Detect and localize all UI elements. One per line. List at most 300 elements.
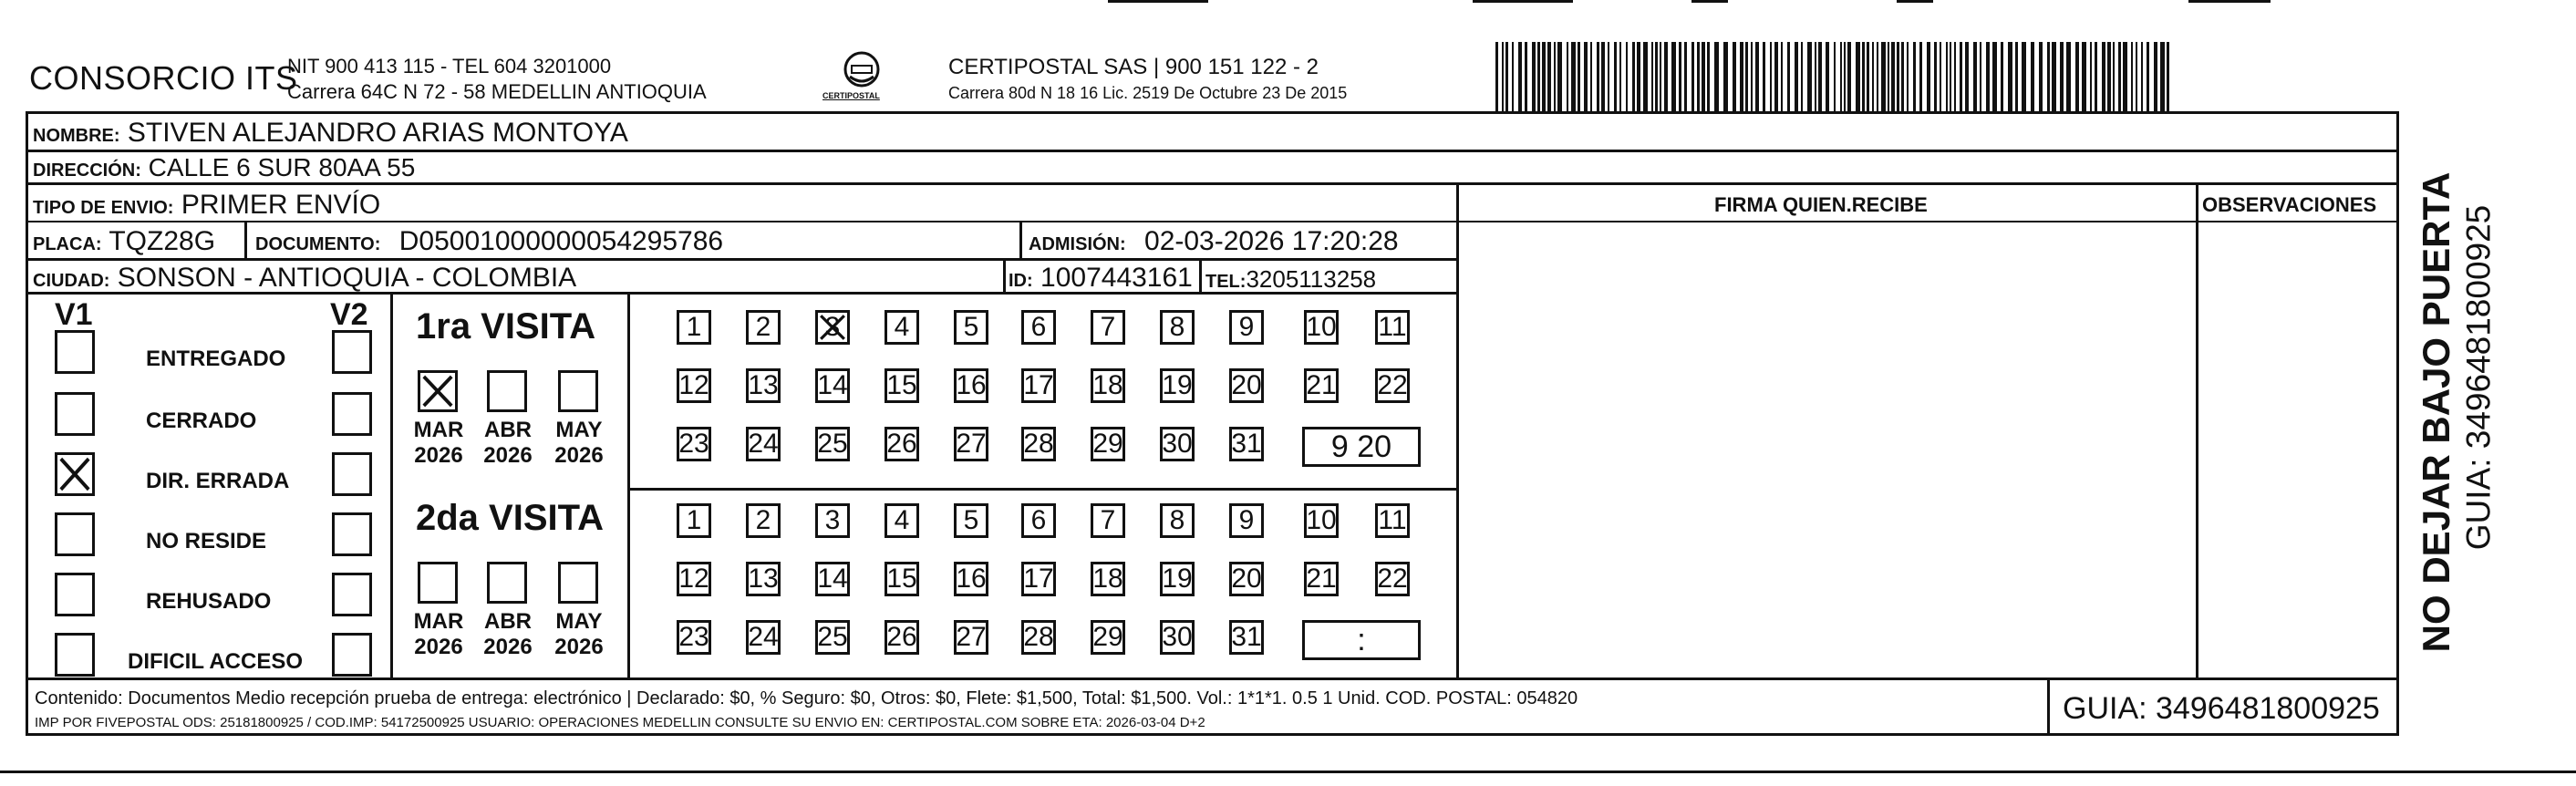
frame-top — [26, 111, 2399, 114]
day-box[interactable] — [885, 503, 919, 538]
barcode-bar — [1856, 42, 1860, 111]
tel-value: 3205113258 — [1246, 265, 1377, 293]
barcode-bar — [1907, 42, 1909, 111]
day-number: 10 — [1306, 505, 1337, 535]
day-box[interactable] — [1229, 503, 1264, 538]
barcode-bar — [1940, 42, 1941, 111]
year-label: 2026 — [483, 443, 533, 468]
day-box[interactable] — [746, 503, 781, 538]
day-box[interactable] — [885, 310, 919, 345]
barcode-bar — [2141, 42, 2143, 111]
day-number: 14 — [817, 564, 848, 594]
v1-checkbox[interactable] — [55, 452, 95, 496]
day-box[interactable] — [677, 427, 711, 461]
company-nit: NIT 900 413 115 - TEL 604 3201000 — [287, 55, 612, 78]
barcode-bar — [1557, 42, 1562, 111]
day-number: 24 — [748, 622, 779, 652]
barcode-bar — [2167, 42, 2169, 111]
barcode-bar — [1787, 42, 1790, 111]
day-number: 27 — [956, 429, 987, 459]
day-box[interactable] — [746, 368, 781, 403]
shipping-type-field — [33, 191, 380, 219]
year-label: 2026 — [414, 635, 463, 659]
barcode-bar — [2090, 42, 2092, 111]
day-number: 5 — [963, 312, 979, 342]
day-box[interactable] — [815, 503, 850, 538]
day-box[interactable] — [1229, 368, 1264, 403]
month-checkbox[interactable] — [558, 370, 598, 412]
day-number: 8 — [1169, 312, 1185, 342]
col-line — [1003, 258, 1006, 295]
barcode-bar — [1818, 42, 1822, 111]
day-box[interactable] — [1375, 310, 1410, 345]
day-number: 17 — [1023, 564, 1054, 594]
barcode-bar — [1608, 42, 1609, 111]
row-line — [26, 258, 1457, 261]
barcode-bar — [1840, 42, 1842, 111]
barcode-bar — [1660, 42, 1661, 111]
tel-label: TEL: — [1205, 272, 1247, 292]
address-field — [33, 155, 415, 181]
barcode-bar — [1745, 42, 1748, 111]
barcode-bar — [1986, 42, 1990, 111]
day-number: 23 — [678, 429, 709, 459]
day-number: 18 — [1092, 370, 1123, 400]
barcode-bar — [2160, 42, 2165, 111]
day-number: 4 — [894, 312, 910, 342]
day-number: 31 — [1231, 622, 1262, 652]
row-line — [627, 488, 1457, 491]
signature-header: FIRMA QUIEN.RECIBE — [1714, 193, 1928, 216]
barcode-bar — [1542, 42, 1546, 111]
day-number: 31 — [1231, 429, 1262, 459]
barcode-bar — [1950, 42, 1951, 111]
footer-contents: Contenido: Documentos Medio recepción prueba de entrega: electrónico | Declarado: $0, % Seguro: $0, Otros: $0, Flete: $1,500, Total: $1,500. Vol.: 1*1*1. 0.5 1 Unid. COD. POSTAL: 054820 — [35, 688, 1578, 708]
barcode-bar — [1632, 42, 1635, 111]
day-box[interactable] — [1091, 503, 1125, 538]
day-box[interactable] — [885, 427, 919, 461]
status-option-label: NO RESIDE — [146, 529, 267, 553]
time-box[interactable]: 9 20 — [1302, 427, 1421, 467]
barcode-bar — [1495, 42, 1498, 111]
barcode-bar — [2131, 42, 2133, 111]
day-box[interactable] — [1375, 562, 1410, 596]
barcode-bar — [1643, 42, 1648, 111]
day-box[interactable] — [1304, 310, 1339, 345]
month-label: MAY — [555, 418, 603, 442]
day-number: 26 — [886, 429, 917, 459]
observations-header: OBSERVACIONES — [2202, 193, 2377, 216]
barcode-bar — [1934, 42, 1937, 111]
time-box[interactable]: : — [1302, 620, 1421, 660]
barcode-bar — [1992, 42, 1997, 111]
day-box[interactable] — [1304, 368, 1339, 403]
day-box[interactable] — [1160, 427, 1195, 461]
day-box[interactable] — [885, 368, 919, 403]
day-box[interactable] — [815, 368, 850, 403]
day-number: 12 — [678, 564, 709, 594]
barcode-bar — [1697, 42, 1700, 111]
day-number: 25 — [817, 429, 848, 459]
month-checkbox[interactable] — [487, 562, 527, 604]
barcode-bar — [1502, 42, 1504, 111]
day-box[interactable] — [954, 368, 988, 403]
barcode-bar — [1655, 42, 1658, 111]
barcode-bar — [2008, 42, 2012, 111]
day-box[interactable] — [1160, 310, 1195, 345]
v1-checkbox[interactable] — [55, 330, 95, 374]
plate-value: TQZ28G — [109, 226, 216, 256]
frame-left — [26, 111, 28, 736]
month-label: ABR — [484, 609, 532, 634]
id-label: ID: — [1009, 271, 1033, 291]
footer-guia: GUIA: 3496481800925 — [2063, 691, 2380, 726]
id-value: 1007443161 — [1040, 263, 1193, 293]
barcode-bar — [1919, 42, 1922, 111]
month-checkbox[interactable] — [558, 562, 598, 604]
day-number: 25 — [817, 622, 848, 652]
barcode-bar — [1781, 42, 1783, 111]
address-value: CALLE 6 SUR 80AA 55 — [148, 153, 416, 181]
day-box[interactable] — [954, 427, 988, 461]
footer-imp: IMP POR FIVEPOSTAL ODS: 25181800925 / COD.IMP: 54172500925 USUARIO: OPERACIONES MEDELLIN CONSULTE SU ENVIO EN: CERTIPOSTAL.COM SOBRE ETA: 2026-03-04 D+2 — [35, 715, 1205, 730]
barcode-bar — [2102, 42, 2105, 111]
col-line — [2196, 182, 2198, 679]
day-box[interactable] — [815, 310, 850, 345]
top-edge-mark — [1691, 0, 1728, 3]
day-number: 20 — [1231, 370, 1262, 400]
day-box[interactable] — [1375, 503, 1410, 538]
row-line — [26, 150, 2399, 152]
v2-checkbox[interactable] — [332, 392, 372, 436]
barcode-bar — [1637, 42, 1640, 111]
barcode — [1495, 42, 2175, 111]
row-line — [26, 677, 2399, 680]
barcode-bar — [1891, 42, 1895, 111]
day-number: 22 — [1377, 564, 1408, 594]
barcode-bar — [1505, 42, 1508, 111]
day-box[interactable] — [1021, 562, 1056, 596]
barcode-bar — [1740, 42, 1743, 111]
day-box[interactable] — [1021, 620, 1056, 655]
day-number: 13 — [748, 564, 779, 594]
day-number: 24 — [748, 429, 779, 459]
barcode-bar — [1707, 42, 1710, 111]
barcode-bar — [1651, 42, 1653, 111]
day-box[interactable] — [1160, 503, 1195, 538]
month-checkbox[interactable] — [418, 562, 458, 604]
day-number: 22 — [1377, 370, 1408, 400]
barcode-bar — [1973, 42, 1977, 111]
frame-bottom — [26, 733, 2399, 736]
day-number: 4 — [894, 505, 910, 535]
day-box[interactable] — [1091, 427, 1125, 461]
day-number: 29 — [1092, 429, 1123, 459]
v2-checkbox[interactable] — [332, 633, 372, 677]
day-box[interactable] — [815, 427, 850, 461]
barcode-bar — [2147, 42, 2149, 111]
admission-value: 02-03-2026 17:20:28 — [1144, 226, 1399, 256]
barcode-bar — [1512, 42, 1514, 111]
day-box[interactable] — [1160, 368, 1195, 403]
barcode-bar — [2123, 42, 2127, 111]
day-box[interactable] — [1021, 368, 1056, 403]
top-edge-mark — [1897, 0, 1933, 3]
visit1-title: 1ra VISITA — [416, 306, 596, 346]
day-box[interactable] — [885, 620, 919, 655]
row-line — [26, 221, 2399, 222]
barcode-bar — [2095, 42, 2097, 111]
barcode-bar — [1723, 42, 1728, 111]
day-box[interactable] — [746, 562, 781, 596]
day-box[interactable] — [1021, 427, 1056, 461]
visit2-title: 2da VISITA — [416, 498, 604, 538]
v1-checkbox[interactable] — [55, 392, 95, 436]
barcode-bar — [1664, 42, 1668, 111]
v1-checkbox[interactable] — [55, 512, 95, 556]
admission-label: ADMISIÓN: — [1029, 234, 1126, 254]
barcode-bar — [1960, 42, 1962, 111]
document-field — [255, 228, 723, 255]
barcode-bar — [2136, 42, 2137, 111]
day-box[interactable] — [1021, 503, 1056, 538]
day-number: 11 — [1378, 505, 1407, 535]
day-box[interactable] — [1091, 620, 1125, 655]
barcode-bar — [1614, 42, 1617, 111]
day-number: 8 — [1169, 505, 1185, 535]
day-box[interactable] — [1304, 562, 1339, 596]
day-box[interactable] — [677, 368, 711, 403]
day-box[interactable] — [1304, 503, 1339, 538]
day-number: 11 — [1378, 312, 1407, 342]
barcode-bar — [1901, 42, 1904, 111]
barcode-bar — [1770, 42, 1772, 111]
barcode-bar — [1946, 42, 1948, 111]
day-box[interactable] — [1160, 620, 1195, 655]
barcode-bar — [1518, 42, 1522, 111]
barcode-bar — [1927, 42, 1930, 111]
barcode-bar — [1554, 42, 1556, 111]
barcode-bar — [2039, 42, 2043, 111]
month-checkbox[interactable] — [418, 370, 458, 412]
day-box[interactable] — [815, 620, 850, 655]
month-checkbox[interactable] — [487, 370, 527, 412]
day-number: 1 — [686, 505, 702, 535]
day-number: 28 — [1023, 622, 1054, 652]
barcode-bar — [1877, 42, 1878, 111]
page-bottom-edge — [0, 770, 2576, 773]
barcode-bar — [1751, 42, 1753, 111]
barcode-bar — [2015, 42, 2018, 111]
day-number: 26 — [886, 622, 917, 652]
day-number: 16 — [956, 564, 987, 594]
day-box[interactable] — [815, 562, 850, 596]
barcode-bar — [2075, 42, 2079, 111]
plate-label: PLACA: — [33, 234, 102, 254]
name-label: NOMBRE: — [33, 126, 120, 146]
barcode-bar — [2047, 42, 2050, 111]
day-number: 27 — [956, 622, 987, 652]
barcode-bar — [1567, 42, 1568, 111]
col-line — [1199, 258, 1202, 295]
month-label: MAR — [413, 418, 464, 442]
frame-right — [2396, 111, 2399, 736]
day-box[interactable] — [954, 620, 988, 655]
year-label: 2026 — [554, 635, 604, 659]
day-number: 19 — [1162, 370, 1193, 400]
day-box[interactable] — [1091, 310, 1125, 345]
day-box[interactable] — [677, 620, 711, 655]
status-option-label: CERRADO — [146, 409, 257, 433]
day-box[interactable] — [1091, 562, 1125, 596]
barcode-bar — [1601, 42, 1605, 111]
barcode-bar — [1626, 42, 1628, 111]
barcode-bar — [1913, 42, 1916, 111]
barcode-bar — [1965, 42, 1969, 111]
city-value: SONSON - ANTIOQUIA - COLOMBIA — [117, 263, 577, 293]
v2-checkbox[interactable] — [332, 330, 372, 374]
document-value: D05001000000054295786 — [398, 226, 724, 256]
day-number: 21 — [1306, 564, 1337, 594]
day-number: 23 — [678, 622, 709, 652]
barcode-bar — [2107, 42, 2111, 111]
v2-checkbox[interactable] — [332, 573, 372, 616]
day-box[interactable] — [677, 310, 711, 345]
month-label: MAY — [555, 609, 603, 634]
day-number: 15 — [886, 370, 917, 400]
day-box[interactable] — [954, 310, 988, 345]
barcode-bar — [2118, 42, 2121, 111]
barcode-bar — [1684, 42, 1687, 111]
v2-checkbox[interactable] — [332, 512, 372, 556]
side-warning: NO DEJAR BAJO PUERTA — [2415, 171, 2457, 653]
barcode-bar — [1888, 42, 1889, 111]
barcode-bar — [2031, 42, 2034, 111]
name-field — [33, 119, 628, 147]
barcode-bar — [1578, 42, 1580, 111]
day-number: 17 — [1023, 370, 1054, 400]
barcode-bar — [1590, 42, 1592, 111]
day-box[interactable] — [1160, 562, 1195, 596]
barcode-bar — [2082, 42, 2086, 111]
day-box[interactable] — [1091, 368, 1125, 403]
day-box[interactable] — [885, 562, 919, 596]
barcode-bar — [1954, 42, 1956, 111]
barcode-bar — [1774, 42, 1778, 111]
barcode-bar — [1847, 42, 1851, 111]
day-number: 18 — [1092, 564, 1123, 594]
barcode-bar — [1525, 42, 1527, 111]
top-edge-mark — [1108, 0, 1208, 3]
day-check-mark — [818, 313, 847, 342]
day-number: 30 — [1162, 429, 1193, 459]
barcode-bar — [1862, 42, 1865, 111]
day-number: 6 — [1030, 505, 1047, 535]
day-box[interactable] — [746, 620, 781, 655]
day-box[interactable] — [954, 503, 988, 538]
day-number: 28 — [1023, 429, 1054, 459]
barcode-bar — [1547, 42, 1551, 111]
day-number: 7 — [1100, 312, 1116, 342]
barcode-bar — [1702, 42, 1705, 111]
barcode-bar — [1763, 42, 1765, 111]
col-line — [1456, 182, 1459, 679]
status-option-label: ENTREGADO — [146, 346, 286, 371]
day-number: 9 — [1238, 312, 1255, 342]
day-box[interactable] — [677, 562, 711, 596]
status-option-label: REHUSADO — [146, 589, 272, 614]
day-box[interactable] — [1229, 562, 1264, 596]
day-box[interactable] — [1229, 310, 1264, 345]
status-option-label: DIR. ERRADA — [146, 469, 290, 493]
company-name: CONSORCIO ITS — [29, 59, 298, 97]
v2-label: V2 — [330, 297, 368, 332]
document-label: DOCUMENTO: — [255, 234, 381, 254]
shipping-type-label: TIPO DE ENVIO: — [33, 198, 174, 218]
barcode-bar — [2060, 42, 2064, 111]
barcode-bar — [2022, 42, 2026, 111]
day-box[interactable] — [746, 427, 781, 461]
day-number: 2 — [755, 312, 771, 342]
day-number: 14 — [817, 370, 848, 400]
barcode-bar — [1897, 42, 1899, 111]
v1-checkbox[interactable] — [55, 573, 95, 616]
barcode-bar — [1619, 42, 1621, 111]
barcode-bar — [1755, 42, 1759, 111]
side-guia: GUIA: 3496481800925 — [2459, 204, 2498, 551]
barcode-bar — [2066, 42, 2071, 111]
v2-checkbox[interactable] — [332, 452, 372, 496]
day-box[interactable] — [1229, 427, 1264, 461]
barcode-bar — [1733, 42, 1736, 111]
day-number: 3 — [824, 312, 841, 342]
year-label: 2026 — [554, 443, 604, 468]
barcode-bar — [2052, 42, 2056, 111]
barcode-bar — [2113, 42, 2115, 111]
admission-field — [1029, 228, 1399, 255]
top-edge-mark — [2188, 0, 2271, 3]
day-box[interactable] — [1021, 310, 1056, 345]
address-label: DIRECCIÓN: — [33, 160, 141, 181]
col-line — [2047, 677, 2050, 735]
barcode-bar — [1867, 42, 1869, 111]
barcode-bar — [1834, 42, 1836, 111]
day-box[interactable] — [677, 503, 711, 538]
top-edge-mark — [1473, 0, 1573, 3]
day-box[interactable] — [954, 562, 988, 596]
v1-label: V1 — [55, 297, 93, 332]
v1-checkbox[interactable] — [55, 633, 95, 677]
day-number: 9 — [1238, 505, 1255, 535]
carrier-name: CERTIPOSTAL SAS | 900 151 122 - 2 — [948, 55, 1319, 79]
barcode-bar — [1795, 42, 1798, 111]
day-number: 16 — [956, 370, 987, 400]
day-box[interactable] — [746, 310, 781, 345]
carrier-address: Carrera 80d N 18 16 Lic. 2519 De Octubre 23 De 2015 — [948, 84, 1348, 102]
day-box[interactable] — [1375, 368, 1410, 403]
barcode-bar — [2154, 42, 2157, 111]
day-number: 15 — [886, 564, 917, 594]
day-box[interactable] — [1229, 620, 1264, 655]
barcode-bar — [1597, 42, 1599, 111]
month-label: ABR — [484, 418, 532, 442]
day-number: 21 — [1306, 370, 1337, 400]
month-label: MAR — [413, 609, 464, 634]
barcode-bar — [1679, 42, 1681, 111]
day-number: 30 — [1162, 622, 1193, 652]
tel-field — [1205, 267, 1376, 291]
barcode-bar — [1881, 42, 1886, 111]
